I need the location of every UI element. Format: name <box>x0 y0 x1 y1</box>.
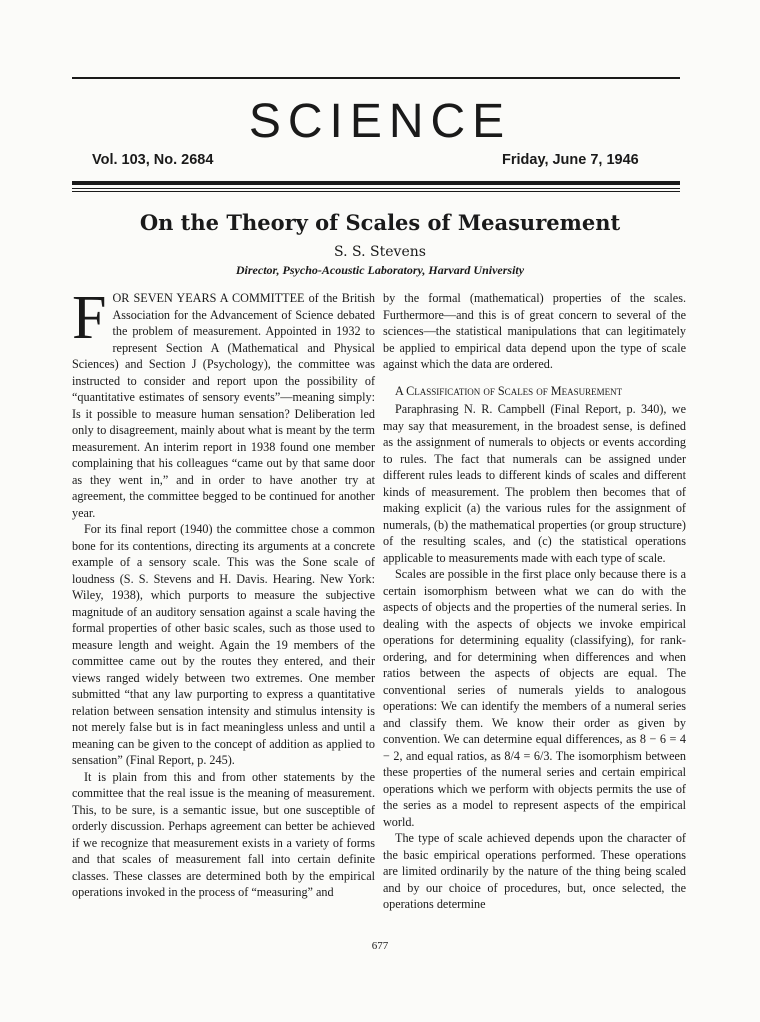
header-rule-thick <box>72 181 680 185</box>
paragraph-intro <box>72 284 375 521</box>
article-title: On the Theory of Scales of Measurement <box>139 210 621 235</box>
paragraph-isomorphism: Scales are possible in the first place only because there is a certain isomorphism between what we can do with the aspects of objects and the properties of the numeral series. In dealing with the aspects of objects we invoke empirical operations for determining equality (classifying), for rank-ordering, and for determining when differences and when ratios between the aspects of objects are equal. The conventional series of numerals yields to analogous operations: We can identify the members of a numeral series and classify them. We know their order as given by convention. We can determine equal differences, as 8 − 6 = 4 − 2, and equal ratios, as 8/4 = 6/3. The isomorphism between these properties of the numeral series and certain empirical operations which we perform with objects permits the use of the series as a model to represent aspects of the empirical world. <box>383 567 686 829</box>
header-rule-thin-2 <box>72 191 680 192</box>
header-rule-thin <box>72 188 680 189</box>
paragraph-continued: by the formal (mathematical) properties of the scales. Furthermore—and this is of great concern to several of the sciences—the statistical manipulations that can legitimately be applied to empirical data depend upon the type of scale against which the data are ordered. <box>383 291 686 371</box>
paragraph-campbell: Paraphrasing N. R. Campbell (Final Report, p. 340), we may say that measurement, in the broadest sense, is defined as the assignment of numerals to objects or events according to rules. The fact that numerals can be assigned under different rules leads to different kinds of scales and different kinds of measurement. The problem then becomes that of making explicit (a) the various rules for the assignment of numerals, (b) the mathematical properties (or group structure) of the resulting scales, and (c) the statistical operations applicable to measurements made with each type of scale. <box>383 402 686 565</box>
left-column <box>72 284 375 901</box>
page-number: 677 <box>371 940 389 952</box>
paragraph-final-report: For its final report (1940) the committee chose a common bone for its contentions, directing its arguments at a concrete example of a sensory scale. This was the Sone scale of loudness (S. S. Stevens and H. Davis. Hearing. New York: Wiley, 1938), which purports to measure the subjective magnitude of an auditory sensation against a scale having the formal properties of other basic scales, such as those used to measure length and weight. Again the 19 members of the committee came out by the routes they entered, and their views ranged widely between two extremes. One member submitted “that any law purporting to express a quantitative relation between sensation intensity and stimulus intensity is not merely false but is in fact meaningless unless and until a meaning can be given to the concept of addition as applied to sensation” (Final Report, p. 245). <box>72 522 375 767</box>
section-heading: A Classification of Scales of Measurement <box>395 383 623 398</box>
drop-cap: F <box>72 284 107 352</box>
paragraph-meaning: It is plain from this and from other statements by the committee that the real issue is the meaning of measurement. This, to be sure, is a semantic issue, but one susceptible of orderly discussion. Perhaps agreement can better be achieved if we recognize that measurement exists in a variety of forms and that scales of measurement fall into certain definite classes. These classes are determined both by the empirical operations invoked in the process of “measuring” and <box>72 769 375 899</box>
author-affiliation: Director, Psycho-Acoustic Laboratory, Harvard University <box>235 263 525 277</box>
right-column <box>383 290 686 913</box>
paragraph-scale-type: The type of scale achieved depends upon the character of the basic empirical operations performed. These operations are limited ordinarily by the nature of the thing being scaled and by our choice of procedures, but, once selected, the operations determine <box>383 831 686 911</box>
volume-number: Vol. 103, No. 2684 <box>92 152 214 168</box>
intro-text: OR SEVEN YEARS A COMMITTEE of the British Association for the Advancement of Science debated the problem of measurement. Appointed in 1932 to represent Section A (Mathematical and Physical Sciences) and Section J (Psychology), the committee was instructed to consider and report upon the possibility of “quantitative estimates of sensory events”—meaning simply: Is it possible to measure human sensation? Deliberation led only to disagreement, mainly about what is meant by the term measurement. An interim report in 1938 found one member complaining that his colleagues “came out by that same door as they went in,” and in order to have another try at agreement, the committee begged to be continued for another year. <box>72 291 375 520</box>
journal-masthead: SCIENCE <box>248 95 512 148</box>
author-name: S. S. Stevens <box>334 244 426 260</box>
top-rule <box>72 77 680 79</box>
issue-date: Friday, June 7, 1946 <box>502 152 639 168</box>
